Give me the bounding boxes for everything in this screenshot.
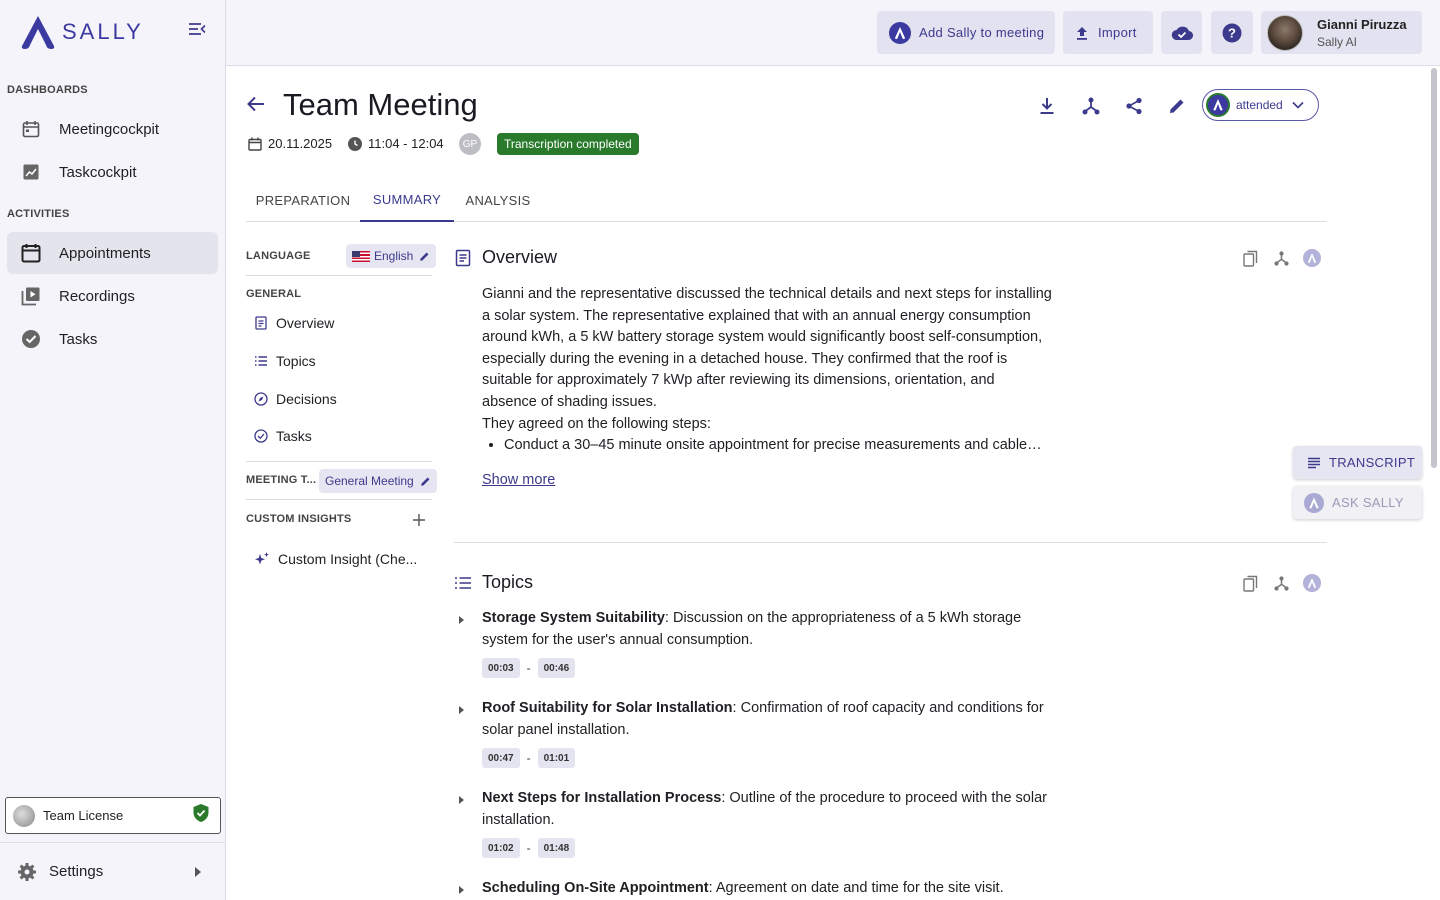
meeting-type-value: General Meeting [325,474,414,488]
topic-text [482,878,1058,900]
user-menu[interactable] [1261,11,1422,54]
sidebar-item-label: Meetingcockpit [59,120,160,138]
document-icon [454,249,472,267]
video-library-icon [19,284,43,308]
custom-insights-label: CUSTOM INSIGHTS [246,513,352,525]
sidebar-item-label: Appointments [59,244,151,262]
import-label: Import [1098,25,1137,40]
upload-icon [1076,26,1088,40]
clock-icon [348,137,362,151]
participant-avatar[interactable]: GP [459,133,481,155]
ask-sally-label: ASK SALLY [1332,495,1404,510]
time-end-chip[interactable]: 01:01 [538,748,576,768]
topbar [226,0,1440,66]
caret-right-icon[interactable] [458,702,468,712]
topic-desc: : Outline of the procedure to proceed with the solar installation. [482,790,1047,828]
check-circle-icon [254,429,268,443]
chevron-right-icon [194,867,202,877]
add-sally-to-meeting-button[interactable] [877,11,1055,54]
sidebar-item-label: Tasks [59,330,98,348]
add-insight-icon[interactable] [412,513,426,527]
main-content [226,66,1440,900]
time-separator: - [526,841,531,856]
section-divider [454,542,1327,543]
license-avatar-icon [13,805,35,827]
sidebar-item-taskcockpit[interactable] [7,151,218,193]
list-icon [254,354,268,368]
divider [246,275,432,276]
sally-icon [889,22,911,44]
edit-icon[interactable] [1166,95,1188,117]
license-label: Team License [43,808,124,823]
subnav-item-tasks[interactable] [254,421,312,451]
transcript-label: TRANSCRIPT [1329,455,1416,470]
edit-icon [420,476,431,487]
time-end-chip[interactable]: 00:46 [538,658,576,678]
share-tree-icon[interactable] [1080,95,1102,117]
copy-icon[interactable] [1241,249,1259,267]
settings-item[interactable] [0,842,226,900]
download-icon[interactable] [1036,95,1058,117]
tab-summary[interactable]: SUMMARY [360,178,454,222]
time-text: 11:04 - 12:04 [368,136,444,151]
collapse-sidebar-icon[interactable] [188,22,212,42]
meeting-type-chip[interactable] [319,469,437,493]
svg-text:?: ? [1228,25,1236,40]
divider [246,499,432,500]
language-value: English [374,249,414,263]
us-flag-icon [352,251,370,262]
avatar [1267,15,1303,51]
notes-icon [1307,457,1321,469]
edit-icon [419,251,430,262]
brand-name: SALLY [62,19,144,44]
time-separator: - [526,661,531,676]
time-start-chip[interactable]: 01:02 [482,838,520,858]
topic-desc: : Agreement on date and time for the site visit. [708,880,1004,896]
tab-preparation[interactable]: PREPARATION [255,192,351,208]
overview-paragraph: Gianni and the representative discussed the technical details and next steps for installing a solar system. The representative explained that with an annual energy consumption around kWh, a 5 kW battery storage system would significantly boost self-consumption, especially during the evening in a detached house. They confirmed that the roof is suitable for approximately 7 kWp after reviewing its dimensions, orientation, and absence of shading issues. [482,286,1052,410]
sally-logo-icon [18,14,58,50]
time-start-chip[interactable]: 00:03 [482,658,520,678]
sparkle-icon [254,551,270,567]
calendar-icon [19,241,43,265]
topic-text [482,788,1058,831]
document-icon [254,316,268,330]
list-item: • Conduct a 30–45 minute onsite appointment for precise measurements and cable… [504,435,1052,457]
topic-item [458,698,1058,768]
topics-tools [1241,574,1321,592]
help-button[interactable] [1211,11,1253,54]
back-arrow-icon[interactable] [246,94,268,116]
sally-icon[interactable] [1303,249,1321,267]
subnav-item-overview[interactable] [254,308,334,338]
show-more-link[interactable]: Show more [482,472,556,488]
subnav-label: Tasks [276,428,312,444]
tab-analysis[interactable]: ANALYSIS [465,192,531,208]
chart-icon [19,160,43,184]
cloud-done-icon [1171,25,1193,41]
page-title: Team Meeting [283,87,478,122]
check-circle-icon [19,327,43,351]
time-start-chip[interactable]: 00:47 [482,748,520,768]
sidebar-item-meetingcockpit[interactable] [7,108,218,150]
divider [246,461,432,462]
topic-title: Storage System Suitability [482,610,665,626]
scrollbar-thumb[interactable] [1431,68,1437,468]
topic-title: Roof Suitability for Solar Installation [482,700,733,716]
topic-title: Scheduling On-Site Appointment [482,880,709,896]
shield-check-icon [192,803,210,828]
language-chip[interactable] [346,244,436,268]
help-icon [1222,23,1242,43]
meeting-type-label: MEETING T... [246,474,317,486]
user-subtitle: Sally AI [1317,34,1358,49]
attendance-value: attended [1236,98,1283,112]
status-badge: Transcription completed [497,133,639,155]
cloud-sync-button[interactable] [1161,11,1202,54]
topic-item [458,608,1058,678]
caret-right-icon[interactable] [458,612,468,622]
meeting-date [248,136,332,151]
time-end-chip[interactable]: 01:48 [538,838,576,858]
subnav-item-custom-insight[interactable] [254,544,417,574]
topic-item [458,878,1058,900]
calendar-icon [248,137,262,151]
team-license[interactable] [5,797,221,834]
overview-text [482,284,1052,457]
transcript-button[interactable] [1293,446,1422,479]
subnav-item-decisions[interactable] [254,384,337,414]
overview-header [454,247,557,268]
section-title: Overview [482,247,558,267]
sidebar [0,0,226,900]
topic-times [482,748,1058,768]
share-tree-icon[interactable] [1272,249,1290,267]
subnav-item-topics[interactable] [254,346,316,376]
date-text: 20.11.2025 [268,136,333,151]
subnav-label: Overview [276,315,335,331]
overview-steps [504,435,1052,457]
tab-bar [246,178,1327,222]
topic-item [458,788,1058,858]
attendance-select[interactable] [1202,89,1319,121]
subnav-label: Decisions [276,391,337,407]
sidebar-item-recordings[interactable] [7,275,218,317]
topic-times [482,838,1058,858]
share-icon[interactable] [1123,95,1145,117]
sidebar-item-label: Taskcockpit [59,163,137,181]
sidebar-item-appointments[interactable] [7,232,218,274]
chevron-down-icon [1292,101,1304,109]
sally-icon [1304,493,1324,513]
sally-icon[interactable] [1303,574,1321,592]
overview-steps-intro: They agreed on the following steps: [482,415,711,432]
gear-icon [17,862,37,882]
general-label: GENERAL [246,288,302,300]
scrollbar[interactable] [1430,66,1438,900]
add-sally-label: Add Sally to meeting [919,25,1045,40]
ask-sally-button[interactable] [1293,486,1422,519]
topic-title: Next Steps for Installation Process [482,790,722,806]
section-dashboards: DASHBOARDS [7,84,88,96]
list-icon [454,574,472,592]
language-label: LANGUAGE [246,250,311,262]
import-button[interactable] [1063,11,1153,54]
settings-label: Settings [49,863,104,880]
copy-icon[interactable] [1241,574,1259,592]
sidebar-item-label: Recordings [59,287,135,305]
sidebar-item-tasks[interactable] [7,318,218,360]
user-name: Gianni Piruzza [1317,16,1407,32]
meeting-time [348,136,444,151]
topics-header [454,572,533,593]
time-separator: - [526,751,531,766]
section-title: Topics [482,572,534,592]
topic-times [482,658,1058,678]
sally-icon [1206,93,1230,117]
topic-text [482,698,1058,741]
caret-right-icon[interactable] [458,792,468,802]
topic-desc: : Confirmation of roof capacity and conditions for solar panel installation. [482,700,1044,738]
subnav-label: Topics [276,353,316,369]
section-activities: ACTIVITIES [7,208,70,220]
share-tree-icon[interactable] [1272,574,1290,592]
subnav-label: Custom Insight (Che... [278,551,418,567]
calendar-icon [19,117,43,141]
topic-desc: : Discussion on the appropriateness of a 5 kWh storage system for the user's annual consumption. [482,610,1022,648]
topic-text [482,608,1058,651]
overview-tools [1241,249,1321,267]
compass-icon [254,392,268,406]
caret-right-icon[interactable] [458,882,468,892]
sally-logo[interactable] [18,14,144,50]
